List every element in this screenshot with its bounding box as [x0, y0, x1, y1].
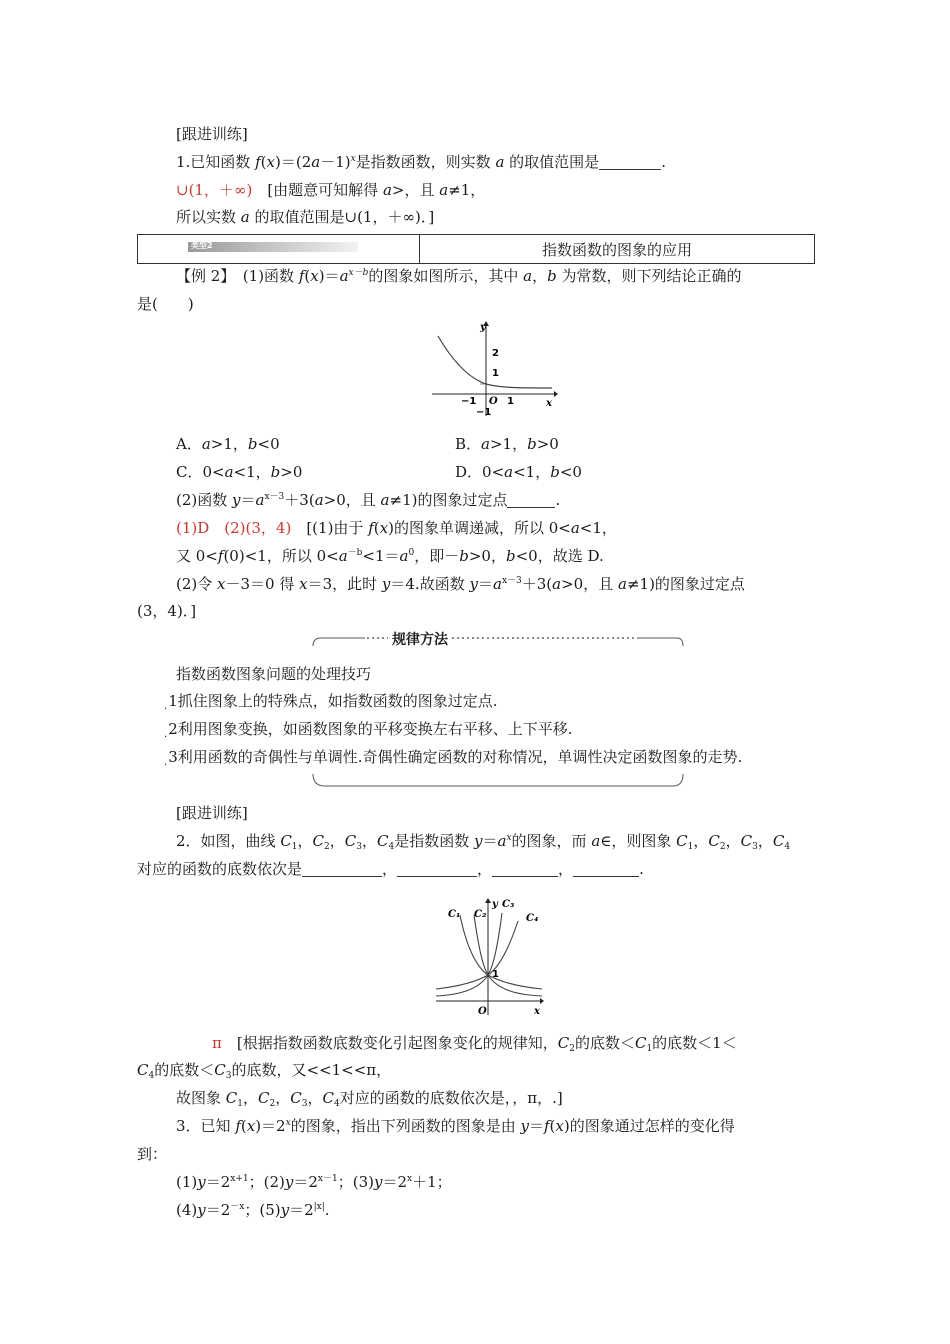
solution-2-line2: $C_4$的底数$<C_3$的底数，又<<1<<π，	[137, 1061, 392, 1081]
solution-2-line1: π [根据指数函数底数变化引起图象变化的规律知，$C_2$的底数$<C_1$的底数＜1＜	[212, 1034, 737, 1054]
answer-value: π	[212, 1034, 222, 1052]
choice-c[interactable]: C．0<a<1，b>0	[176, 463, 303, 481]
choice-d[interactable]: D．0<a<1，b<0	[455, 463, 582, 481]
practice-heading-1: [跟进训练]	[176, 125, 248, 143]
practice-heading-2: [跟进训练]	[176, 804, 248, 822]
graph-x-label: x	[534, 1006, 540, 1017]
tick-x-1: 1	[507, 396, 514, 407]
question-2: 2．如图，曲线 $C_1$，$C_2$，$C_3$，$C_4$是指数函数 $y=a^x$的图象，而 a∈，则图象 $C_1$，$C_2$，$C_3$，$C_4$	[176, 832, 791, 852]
choice-a[interactable]: A．a>1，b<0	[176, 435, 280, 453]
answer-value: (1)D (2)(3，4)	[176, 519, 292, 537]
method-item-3: $_\cdot$3利用函数的奇偶性与单调性.奇偶性确定函数的对称情况，单调性决定函数图象的走势.	[164, 748, 743, 771]
tick-y-neg1: −1	[476, 407, 492, 418]
solution-line3: (2)令 x－3＝0 得 x＝3，此时 y＝4.故函数 $y=a^{x-3}+3(a>0$，且 a≠1)的图象过定点	[176, 575, 745, 593]
curve-label-c3: C₃	[502, 899, 515, 910]
answer-value: ∪(1，＋∞)	[176, 181, 253, 199]
solution-line1: (1)D (2)(3，4) [(1)由于 f(x)的图象单调递减，所以 0<a<1，	[176, 519, 617, 537]
answer-blank	[507, 493, 555, 508]
example-2-part2: (2)函数 $y=a^{x-3}+3(a>0$，且 a≠1)的图象过定点 .	[176, 491, 561, 509]
tick-y-1: 1	[492, 368, 499, 379]
graph-x-label: x	[546, 398, 552, 409]
solution-line4: (3，4)．]	[137, 602, 197, 620]
example-2-question: 【例 2】 (1)函数 $f(x)=a^{x-b}$的图象如图所示，其中 a，b 为常数，则下列结论正确的	[176, 267, 742, 285]
graph-origin: O	[489, 396, 498, 407]
graph-origin: O	[478, 1006, 487, 1017]
answer-1-line2: 所以实数 a 的取值范围是∪(1，＋∞)．]	[176, 208, 435, 226]
graph-y-label: y	[480, 322, 486, 333]
question-1: 1.已知函数 $f(x)=(2a-1)^x$是指数函数，则实数 a 的取值范围是 .	[176, 153, 666, 171]
graph-y-label: y	[492, 899, 498, 910]
type-title: 指数函数的图象的应用	[541, 241, 692, 259]
curve-label-c1: C₁	[448, 909, 461, 920]
tick-x-neg1: −1	[461, 396, 477, 407]
method-item-1: $_\cdot$1抓住图象上的特殊点，如指数函数的图象过定点.	[164, 692, 498, 715]
type-tag-bar: 类型2	[188, 242, 358, 252]
curve-label-c2: C₂	[474, 909, 487, 920]
curve-label-c4: C₄	[526, 913, 539, 924]
question-3-cont: 到：	[137, 1145, 168, 1163]
choice-b[interactable]: B．a>1，b>0	[455, 435, 559, 453]
answer-1-line1: ∪(1，＋∞) [由题意可知解得 a>，且 a≠1，	[176, 181, 486, 199]
solution-2-line3: 故图象 $C_1$，$C_2$，$C_3$，$C_4$对应的函数的底数依次是，，π，.]	[176, 1089, 563, 1109]
tick-y-1: 1	[492, 969, 499, 980]
question-3-items-2: $(4)y=2^{-x}$；$(5)y=2^{|x|}$.	[176, 1201, 330, 1219]
exp-decreasing-graph	[430, 318, 560, 418]
method-banner: 规律方法	[388, 630, 452, 650]
example-2-question-cont: 是( )	[137, 295, 194, 313]
type-header-box	[137, 234, 815, 264]
exp-curves-graph	[430, 895, 550, 1020]
method-title: 指数函数图象问题的处理技巧	[176, 665, 372, 683]
answer-blank	[599, 155, 661, 170]
method-item-2: $_\cdot$2利用图象变换，如函数图象的平移变换左右平移、上下平移.	[164, 720, 573, 743]
tick-y-2: 2	[492, 348, 499, 359]
question-3: 3．已知 $f(x)=2^x$的图象，指出下列函数的图象是由 y＝f(x)的图象通过怎样的变化得	[176, 1117, 735, 1135]
solution-line2: 又 0<f(0)<1，所以 $0<a^{-b}<1=a^0$，即－b>0，b<0，故选 D.	[176, 547, 604, 565]
question-2-cont: 对应的函数的底数依次是 ， ， ， .	[137, 860, 644, 878]
question-3-items-1: $(1)y=2^{x+1}$；$(2)y=2^{x-1}$；$(3)y=2^x+1$；	[176, 1173, 452, 1191]
